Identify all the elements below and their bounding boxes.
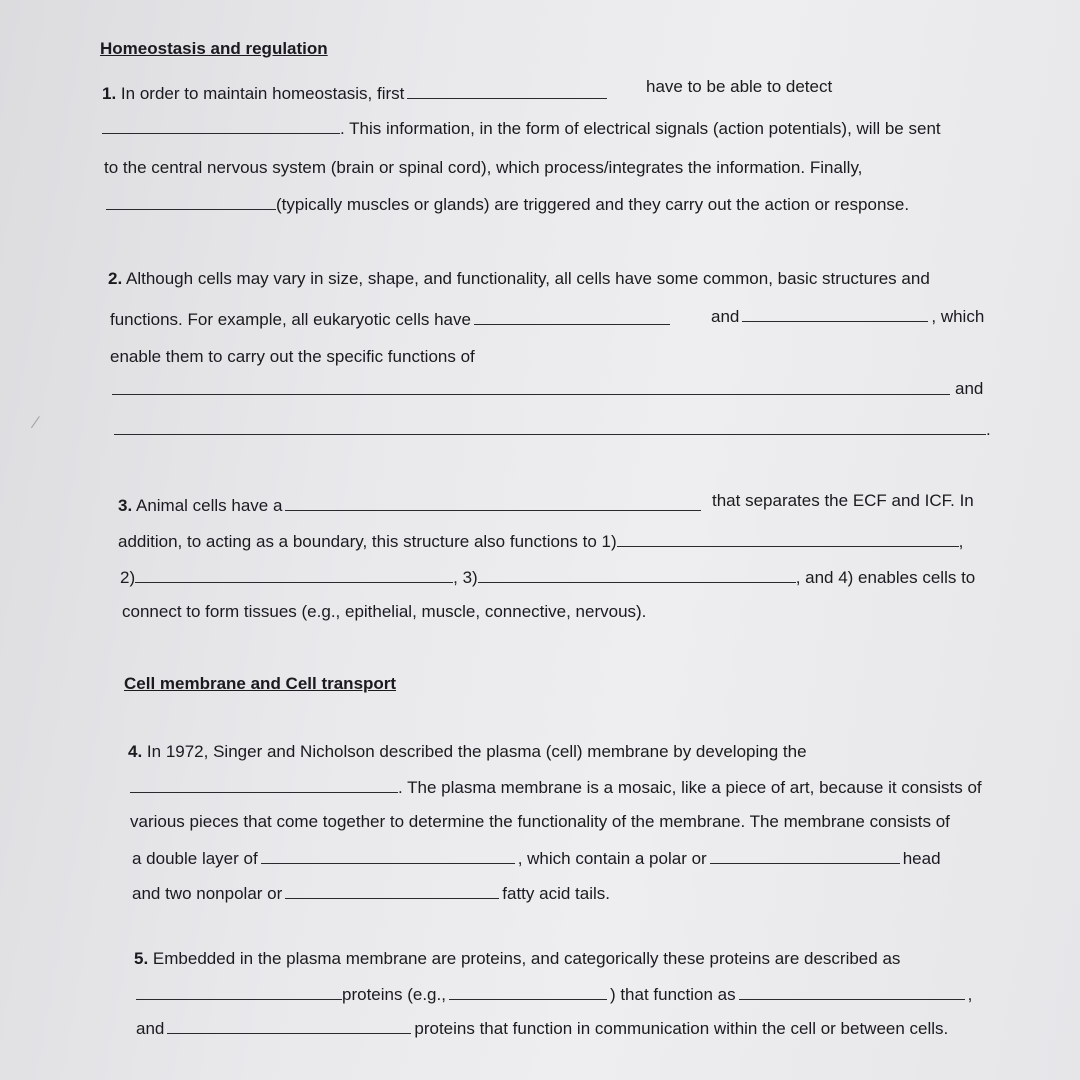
- q2-line-3: enable them to carry out the specific functions of: [110, 347, 475, 366]
- q2-text-4: and: [955, 379, 984, 398]
- q1-line-4: [106, 193, 909, 216]
- q3-text-2end: ,: [958, 532, 964, 551]
- q2-number: 2.: [108, 269, 123, 288]
- q4-blank-4[interactable]: [285, 882, 499, 899]
- q4-line-2: [130, 776, 982, 799]
- q1-number: 1.: [102, 84, 117, 103]
- q5-text-2a: proteins (e.g.,: [342, 985, 446, 1004]
- q3-text-1a: Animal cells have a: [135, 496, 283, 515]
- q3-number: 3.: [118, 496, 133, 515]
- q5-line-1: [134, 948, 900, 970]
- q2-blank-1[interactable]: [474, 308, 670, 325]
- q1-blank-1[interactable]: [407, 82, 607, 99]
- q3-line-3: [120, 566, 975, 589]
- q3-text-3b: , 3): [453, 568, 478, 587]
- q2-text-2b: and: [711, 307, 740, 326]
- q5-blank-3[interactable]: [739, 983, 965, 1000]
- q2-text-2c: , which: [931, 307, 985, 326]
- q1-blank-3[interactable]: [106, 193, 276, 210]
- q4-line-3: various pieces that come together to determine the functionality of the membrane. The membrane consists of: [130, 812, 950, 831]
- q5-line-2: [136, 983, 972, 1006]
- q5-text-2c: ,: [967, 985, 973, 1004]
- q5-number: 5.: [134, 949, 149, 968]
- q2-line-5: [114, 418, 991, 441]
- q4-blank-3[interactable]: [710, 847, 900, 864]
- q3-blank-2[interactable]: [617, 530, 959, 547]
- q3-text-3a: 2): [120, 568, 136, 587]
- q4-line-4: [132, 847, 941, 870]
- q4-text-5a: and two nonpolar or: [132, 884, 283, 903]
- q4-blank-1[interactable]: [130, 776, 398, 793]
- q1-line-1: [102, 82, 610, 105]
- q4-number: 4.: [128, 742, 143, 761]
- q2-text-5: .: [986, 420, 991, 439]
- q4-text-2: . The plasma membrane is a mosaic, like a piece of art, because it consists of: [398, 778, 982, 797]
- q2-line-4: [112, 378, 950, 401]
- q3-blank-1[interactable]: [285, 494, 701, 511]
- q4-text-4b: , which contain a polar or: [517, 849, 707, 868]
- q3-line-1: [118, 494, 704, 517]
- q2-text-2a: functions. For example, all eukaryotic cells have: [110, 310, 471, 329]
- q5-blank-2[interactable]: [449, 983, 607, 1000]
- q5-line-3: [136, 1017, 948, 1040]
- q2-blank-2[interactable]: [742, 305, 928, 322]
- q3-text-1b: that separates the ECF and ICF. In: [712, 491, 974, 510]
- q1-text-1b: have to be able to detect: [646, 77, 833, 96]
- q2-text-1: Although cells may vary in size, shape, and functionality, all cells have some common, basic structures and: [125, 269, 930, 288]
- q3-text-3c: , and 4) enables cells to: [795, 568, 976, 587]
- q1-text-4: (typically muscles or glands) are triggered and they carry out the action or response.: [276, 195, 910, 214]
- q2-blank-3[interactable]: [112, 378, 950, 395]
- q5-blank-4[interactable]: [167, 1017, 411, 1034]
- q4-text-5b: fatty acid tails.: [502, 884, 610, 903]
- q5-text-1: Embedded in the plasma membrane are proteins, and categorically these proteins are described as: [152, 949, 901, 968]
- q1-text-2: . This information, in the form of electrical signals (action potentials), will be sent: [340, 119, 941, 138]
- q4-line-1: [128, 741, 807, 763]
- q1-line-2: [102, 117, 941, 140]
- q3-text-2: addition, to acting as a boundary, this structure also functions to 1): [118, 532, 617, 551]
- q1-line-3: to the central nervous system (brain or spinal cord), which process/integrates the information. Finally,: [104, 158, 863, 177]
- q5-text-3a: and: [136, 1019, 165, 1038]
- q2-line-2: [110, 308, 673, 331]
- q2-blank-4[interactable]: [114, 418, 986, 435]
- q4-text-1: In 1972, Singer and Nicholson described the plasma (cell) membrane by developing the: [146, 742, 807, 761]
- q5-text-3b: proteins that function in communication within the cell or between cells.: [414, 1019, 949, 1038]
- q5-blank-1[interactable]: [136, 983, 342, 1000]
- q5-text-2b: ) that function as: [609, 985, 736, 1004]
- section-heading-cell-membrane: Cell membrane and Cell transport: [124, 674, 397, 693]
- q3-line-2: [118, 530, 963, 553]
- section-heading-homeostasis: Homeostasis and regulation: [100, 39, 328, 58]
- q3-blank-4[interactable]: [478, 566, 796, 583]
- pencil-mark: [31, 416, 48, 434]
- q4-line-5: [132, 882, 610, 905]
- q1-text-1a: In order to maintain homeostasis, first: [120, 84, 405, 103]
- q4-blank-2[interactable]: [261, 847, 515, 864]
- q3-blank-3[interactable]: [135, 566, 453, 583]
- q4-text-4c: head: [902, 849, 941, 868]
- q1-blank-2[interactable]: [102, 117, 340, 134]
- q2-line-1: [108, 268, 930, 290]
- q4-text-4a: a double layer of: [132, 849, 258, 868]
- q2-line-2b: [711, 305, 984, 328]
- q3-line-4: connect to form tissues (e.g., epithelial, muscle, connective, nervous).: [122, 602, 647, 621]
